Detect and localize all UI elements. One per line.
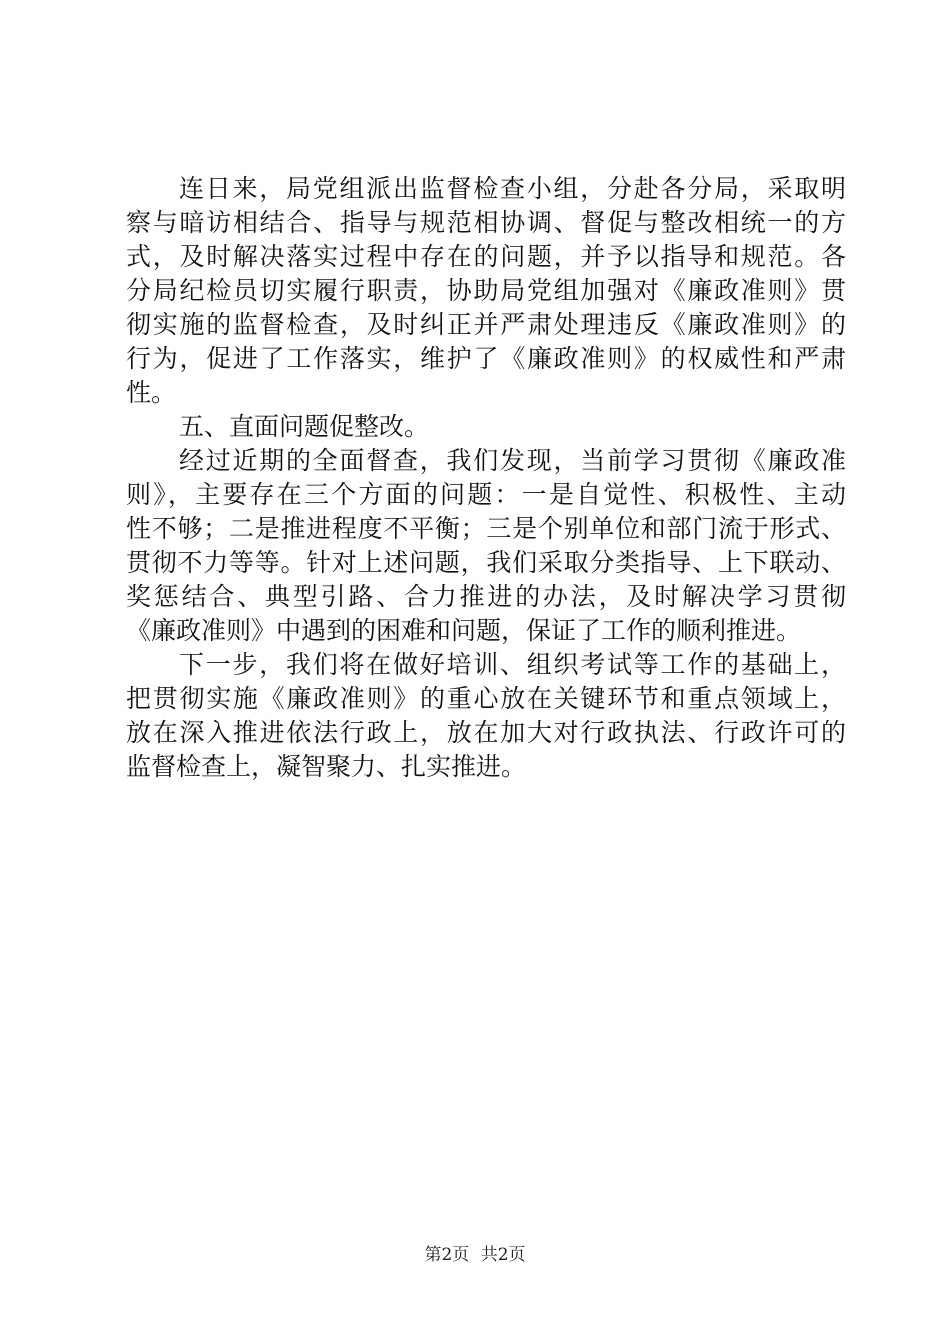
paragraph-line: 连日来，局党组派出监督检查小组，分赴各分局，采取明: [179, 174, 846, 203]
paragraph-line: 行为，促进了工作落实，维护了《廉政准则》的权威性和严肃: [126, 344, 846, 373]
page-total: 共2页: [480, 1245, 526, 1265]
paragraph-line: 把贯彻实施《廉政准则》的重心放在关键环节和重点领域上，: [126, 684, 846, 713]
paragraph-line: 察与暗访相结合、指导与规范相协调、督促与整改相统一的方: [126, 208, 846, 237]
paragraph-2: [126, 444, 846, 648]
paragraph-1: [126, 172, 846, 410]
paragraph-line: 式，及时解决落实过程中存在的问题，并予以指导和规范。各: [126, 242, 846, 271]
section-heading-text: 五、直面问题促整改。: [179, 412, 430, 441]
page-footer: [0, 1243, 950, 1267]
paragraph-line: 贯彻不力等等。针对上述问题，我们采取分类指导、上下联动、: [126, 548, 846, 577]
document-body: [126, 172, 846, 784]
paragraph-line: 放在深入推进依法行政上，放在加大对行政执法、行政许可的: [126, 718, 846, 747]
paragraph-line: 经过近期的全面督查，我们发现，当前学习贯彻《廉政准: [179, 446, 846, 475]
paragraph-line: 性。: [126, 378, 177, 407]
section-heading: [126, 410, 846, 444]
paragraph-line: 监督检查上，凝智聚力、扎实推进。: [126, 752, 527, 781]
page-number: 第2页: [424, 1245, 470, 1265]
paragraph-line: 分局纪检员切实履行职责，协助局党组加强对《廉政准则》贯: [126, 276, 846, 305]
paragraph-line: 下一步，我们将在做好培训、组织考试等工作的基础上，: [179, 650, 846, 679]
paragraph-line: 《廉政准则》中遇到的困难和问题，保证了工作的顺利推进。: [126, 616, 802, 645]
paragraph-line: 彻实施的监督检查，及时纠正并严肃处理违反《廉政准则》的: [126, 310, 846, 339]
paragraph-3: [126, 648, 846, 784]
paragraph-line: 奖惩结合、典型引路、合力推进的办法，及时解决学习贯彻: [126, 582, 846, 611]
paragraph-line: 性不够；二是推进程度不平衡；三是个别单位和部门流于形式、: [126, 514, 846, 543]
paragraph-line: 则》，主要存在三个方面的问题：一是自觉性、积极性、主动: [126, 480, 846, 509]
